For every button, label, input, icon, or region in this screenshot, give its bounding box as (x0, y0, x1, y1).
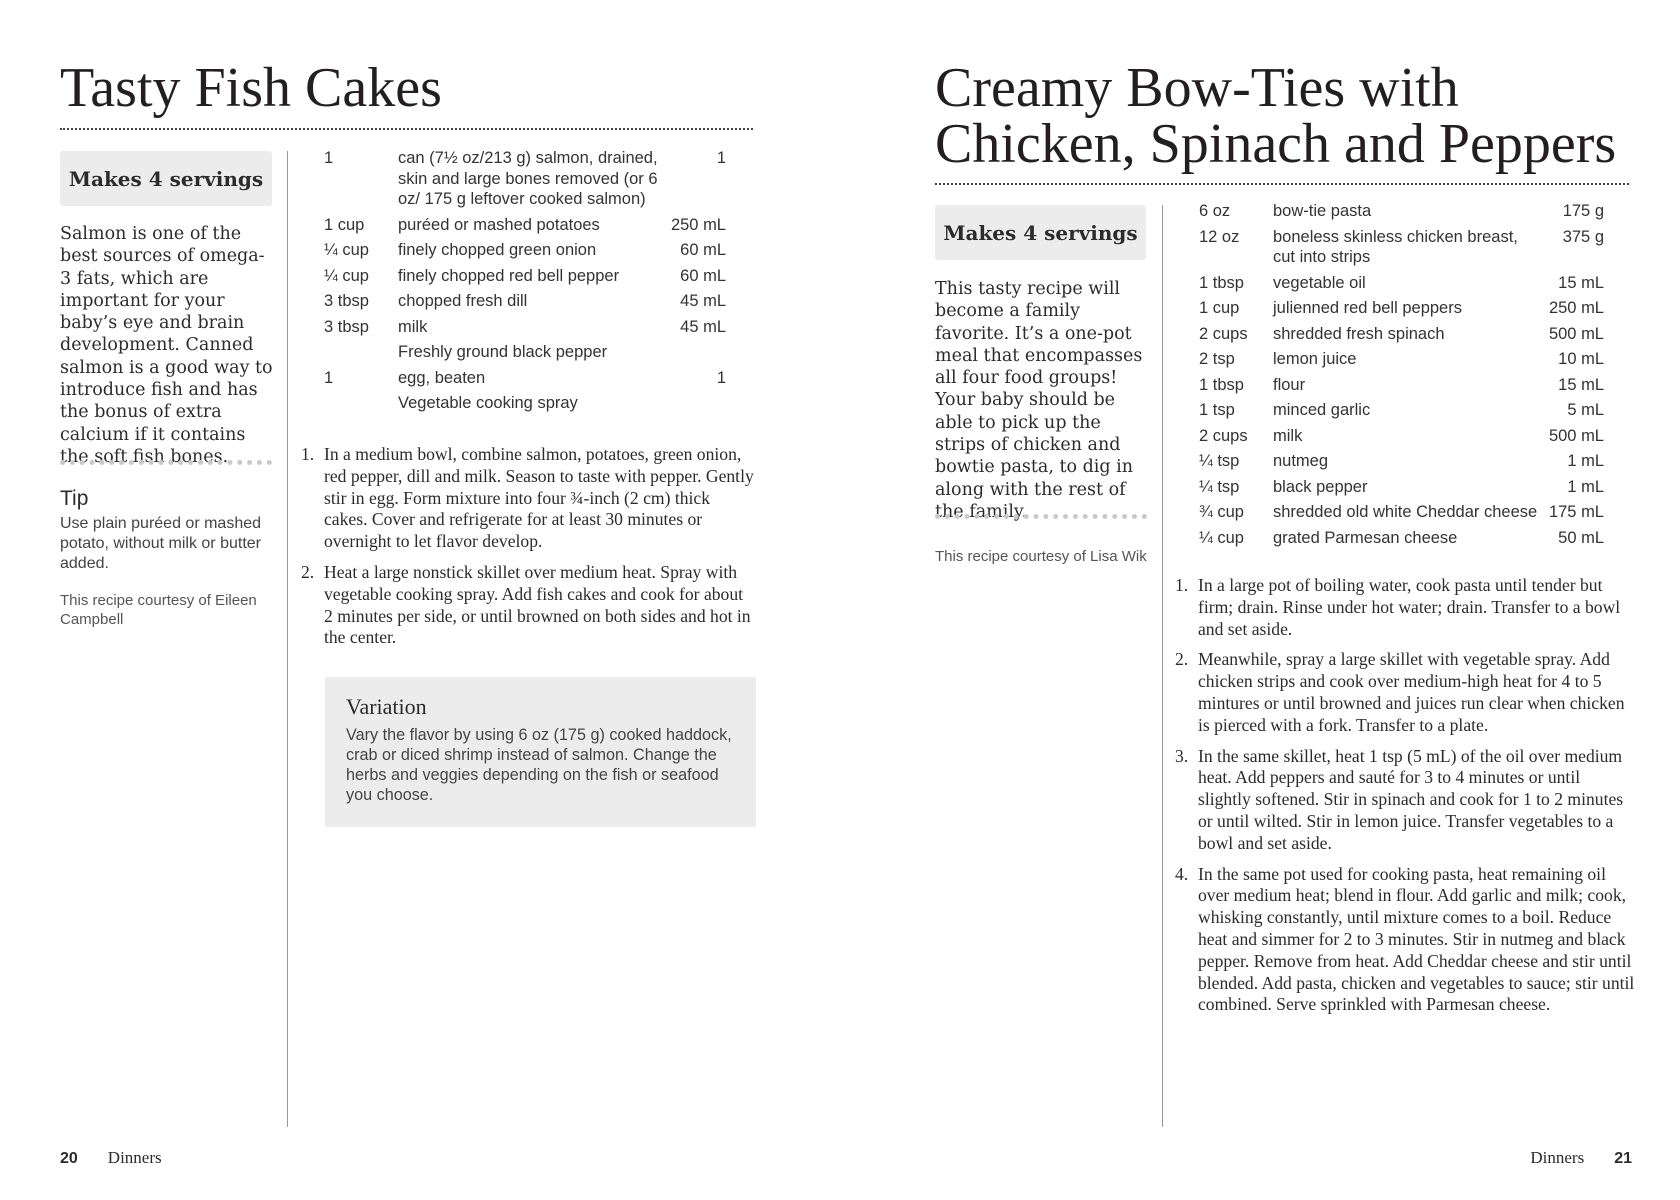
left-title-rule (60, 128, 753, 130)
ingredient-row (1199, 298, 1604, 324)
ingredient-quantity: ¼ tsp (1199, 477, 1240, 496)
ingredient-name: bow-tie pasta (1273, 202, 1372, 220)
method-step (1175, 649, 1635, 736)
ingredient-row (1199, 528, 1604, 554)
left-servings-box: Makes 4 servings (60, 151, 272, 206)
method-step (301, 562, 754, 649)
step-number: 2. (301, 561, 315, 582)
ingredient-name: egg, beaten (398, 368, 486, 387)
ingredient-name: milk (398, 317, 428, 336)
ingredient-name: julienned red bell peppers (1273, 299, 1462, 317)
ingredient-row (1199, 451, 1604, 477)
ingredient-quantity: 6 oz (1199, 202, 1231, 220)
ingredient-name: shredded fresh spinach (1273, 324, 1445, 343)
right-page-number: 21 (1614, 1150, 1632, 1167)
right-intro-text: This tasty recipe will become a family favorite. It’s a one-pot meal that encompasses all four food groups! Your baby should be able to pick up the strips of chicken and bowtie pasta, to dig in along with the rest of the family. (935, 279, 1143, 522)
right-column-divider (1162, 205, 1163, 1127)
left-section-name: Dinners (107, 1148, 162, 1167)
ingredient-metric (666, 393, 726, 419)
ingredient-metric: 375 g (1562, 227, 1604, 246)
step-number: 1. (1175, 575, 1189, 595)
left-sidebar-divider (60, 460, 272, 465)
right-folio (1530, 1148, 1632, 1168)
ingredient-metric: 500 mL (1548, 426, 1604, 445)
ingredient-metric: 1 (716, 368, 726, 387)
method-step (301, 444, 754, 553)
ingredient-name: flour (1273, 375, 1306, 394)
ingredient-quantity: 1 (324, 368, 334, 387)
ingredient-metric: 1 (716, 149, 726, 167)
ingredient-quantity: 1 cup (1199, 299, 1240, 317)
tip-heading: Tip (60, 487, 89, 510)
variation-box (325, 677, 756, 827)
ingredient-name: finely chopped green onion (398, 241, 597, 259)
step-number: 2. (1175, 649, 1189, 670)
ingredient-name: finely chopped red bell pepper (398, 266, 620, 285)
ingredient-row (324, 148, 726, 215)
ingredient-quantity: 12 oz (1199, 227, 1240, 246)
ingredient-row (1199, 273, 1604, 299)
ingredient-row (324, 342, 726, 368)
ingredient-quantity: ¼ cup (1199, 528, 1244, 547)
ingredient-name: minced garlic (1273, 401, 1371, 419)
left-folio (60, 1148, 162, 1168)
ingredient-row (324, 266, 726, 292)
left-recipe-title: Tasty Fish Cakes (60, 57, 442, 119)
right-sidebar-divider (935, 514, 1147, 519)
ingredient-quantity: 1 cup (324, 215, 365, 234)
variation-text: Vary the flavor by using 6 oz (175 g) cooked haddock, crab or diced shrimp instead of salmon. Change the herbs and veggies depending on the fish or seafood you choose. (346, 726, 732, 804)
ingredient-row (324, 291, 726, 317)
step-text: In a medium bowl, combine salmon, potatoes, green onion, red pepper, dill and milk. Season to taste with pepper. Gently stir in egg. Form mixture into four ¾-inch (2 cm) thick cakes. Cover and refrigerate for at least 30 minutes or overnight to let flavor develop. (324, 444, 754, 552)
ingredient-row (324, 393, 726, 419)
ingredient-row (1199, 502, 1604, 528)
ingredient-metric: 50 mL (1558, 528, 1604, 547)
left-column-divider (287, 151, 288, 1127)
ingredient-row (1199, 375, 1604, 401)
step-number: 1. (301, 444, 315, 464)
ingredient-row (1199, 349, 1604, 375)
ingredient-metric: 175 g (1562, 202, 1604, 220)
variation-heading: Variation (346, 694, 427, 719)
step-text: In the same skillet, heat 1 tsp (5 mL) of the oil over medium heat. Add peppers and sauté for 3 to 4 minutes or until slightly softened. Stir in spinach and cook for 1 to 2 minutes or until wilted. Stir in lemon juice. Transfer vegetables to a bowl and set aside. (1198, 745, 1624, 853)
left-page-number: 20 (60, 1150, 78, 1167)
ingredient-quantity: 3 tbsp (324, 292, 369, 310)
right-recipe-title-line1: Creamy Bow-Ties with (935, 57, 1459, 119)
step-text: Heat a large nonstick skillet over medium heat. Spray with vegetable cooking spray. Add fish cakes and cook for about 2 minutes per side, or until browned on both sides and hot in the center. (324, 561, 751, 648)
ingredient-quantity: ¼ cup (324, 241, 369, 259)
ingredient-row (324, 215, 726, 241)
ingredient-quantity (324, 342, 398, 368)
right-servings-box: Makes 4 servings (935, 205, 1146, 260)
ingredient-metric: 1 mL (1567, 477, 1604, 496)
ingredient-row (324, 317, 726, 343)
ingredient-name: Freshly ground black pepper (398, 343, 608, 361)
ingredient-row (1199, 477, 1604, 503)
ingredient-quantity: ¾ cup (1199, 503, 1244, 521)
ingredient-metric: 250 mL (670, 215, 726, 234)
ingredient-metric: 500 mL (1548, 324, 1604, 343)
ingredient-quantity: 2 cups (1199, 324, 1248, 343)
method-step (1175, 864, 1635, 1017)
left-ingredients-table (324, 148, 726, 419)
ingredient-row (1199, 400, 1604, 426)
ingredient-name: Vegetable cooking spray (398, 394, 578, 412)
left-method-steps (301, 444, 754, 658)
ingredient-name: puréed or mashed potatoes (398, 215, 600, 234)
ingredient-quantity: 2 cups (1199, 426, 1248, 445)
step-text: In the same pot used for cooking pasta, heat remaining oil over medium heat; blend in flour. Add garlic and milk; cook, whisking constantly, until mixture comes to a boil. Reduce heat and simmer for 2 to 3 minutes. Stir in nutmeg and black pepper. Remove from heat. Add Cheddar cheese and stir until blended. Add pasta, chicken and vegetables to sauce; stir until combined. Serve sprinkled with Parmesan cheese. (1198, 863, 1635, 1015)
step-text: Meanwhile, spray a large skillet with vegetable spray. Add chicken strips and cook over medium-high heat for 4 to 5 mintures or until browned and juices run clear when chicken is pierced with a fork. Transfer to a plate. (1198, 649, 1625, 735)
ingredient-name: boneless skinless chicken breast, cut into strips (1273, 227, 1518, 266)
ingredient-name: shredded old white Cheddar cheese (1273, 503, 1538, 521)
left-courtesy: This recipe courtesy of Eileen Campbell (60, 592, 257, 628)
ingredient-metric: 60 mL (680, 241, 726, 259)
ingredient-quantity: 2 tsp (1199, 350, 1235, 368)
ingredient-quantity: 1 tbsp (1199, 375, 1244, 394)
ingredient-quantity: ¼ cup (324, 266, 369, 285)
step-number: 4. (1175, 863, 1189, 884)
ingredient-metric: 10 mL (1558, 350, 1604, 368)
ingredient-name: nutmeg (1273, 452, 1329, 470)
ingredient-row (324, 368, 726, 394)
ingredient-name: chopped fresh dill (398, 292, 528, 310)
right-recipe-title-line2: Chicken, Spinach and Peppers (935, 113, 1617, 175)
ingredient-row (1199, 426, 1604, 452)
ingredient-quantity: 1 (324, 149, 334, 167)
ingredient-name: milk (1273, 426, 1303, 445)
step-number: 3. (1175, 745, 1189, 766)
right-courtesy: This recipe courtesy of Lisa Wik (935, 548, 1147, 565)
ingredient-metric: 15 mL (1558, 375, 1604, 394)
ingredient-name: can (7½ oz/213 g) salmon, drained, skin and large bones removed (or 6 oz/ 175 g leftover cooked salmon) (398, 149, 658, 208)
ingredient-quantity: ¼ tsp (1199, 452, 1240, 470)
ingredient-name: black pepper (1273, 477, 1368, 496)
ingredient-row (1199, 324, 1604, 350)
left-intro-text: Salmon is one of the best sources of omega-3 fats, which are important for your baby’s eye and brain development. Canned salmon is a good way to introduce fish and has the bonus of extra calcium if it contains the soft fish bones. (60, 224, 273, 467)
ingredient-metric: 250 mL (1548, 299, 1604, 317)
right-ingredients-table (1199, 201, 1604, 553)
right-section-name: Dinners (1530, 1148, 1585, 1167)
ingredient-row (1199, 201, 1604, 227)
method-step (1175, 575, 1635, 640)
ingredient-metric: 60 mL (680, 266, 726, 285)
ingredient-name: grated Parmesan cheese (1273, 528, 1458, 547)
ingredient-row (1199, 227, 1604, 273)
ingredient-metric: 45 mL (680, 317, 726, 336)
ingredient-quantity: 1 tbsp (1199, 273, 1244, 292)
method-step (1175, 746, 1635, 855)
ingredient-metric: 1 mL (1567, 452, 1604, 470)
ingredient-quantity (324, 393, 398, 419)
ingredient-name: vegetable oil (1273, 273, 1366, 292)
ingredient-metric: 45 mL (680, 292, 726, 310)
ingredient-metric: 5 mL (1567, 401, 1604, 419)
ingredient-quantity: 3 tbsp (324, 317, 369, 336)
ingredient-metric: 15 mL (1558, 273, 1604, 292)
ingredient-metric: 175 mL (1548, 503, 1604, 521)
step-text: In a large pot of boiling water, cook pasta until tender but firm; drain. Rinse under hot water; drain. Transfer to a bowl and set aside. (1198, 575, 1621, 639)
ingredient-name: lemon juice (1273, 350, 1357, 368)
right-title-rule (935, 183, 1629, 185)
tip-text: Use plain puréed or mashed potato, without milk or butter added. (60, 515, 262, 572)
ingredient-metric (666, 342, 726, 368)
ingredient-row (324, 240, 726, 266)
ingredient-quantity: 1 tsp (1199, 401, 1235, 419)
right-method-steps (1175, 575, 1635, 1025)
